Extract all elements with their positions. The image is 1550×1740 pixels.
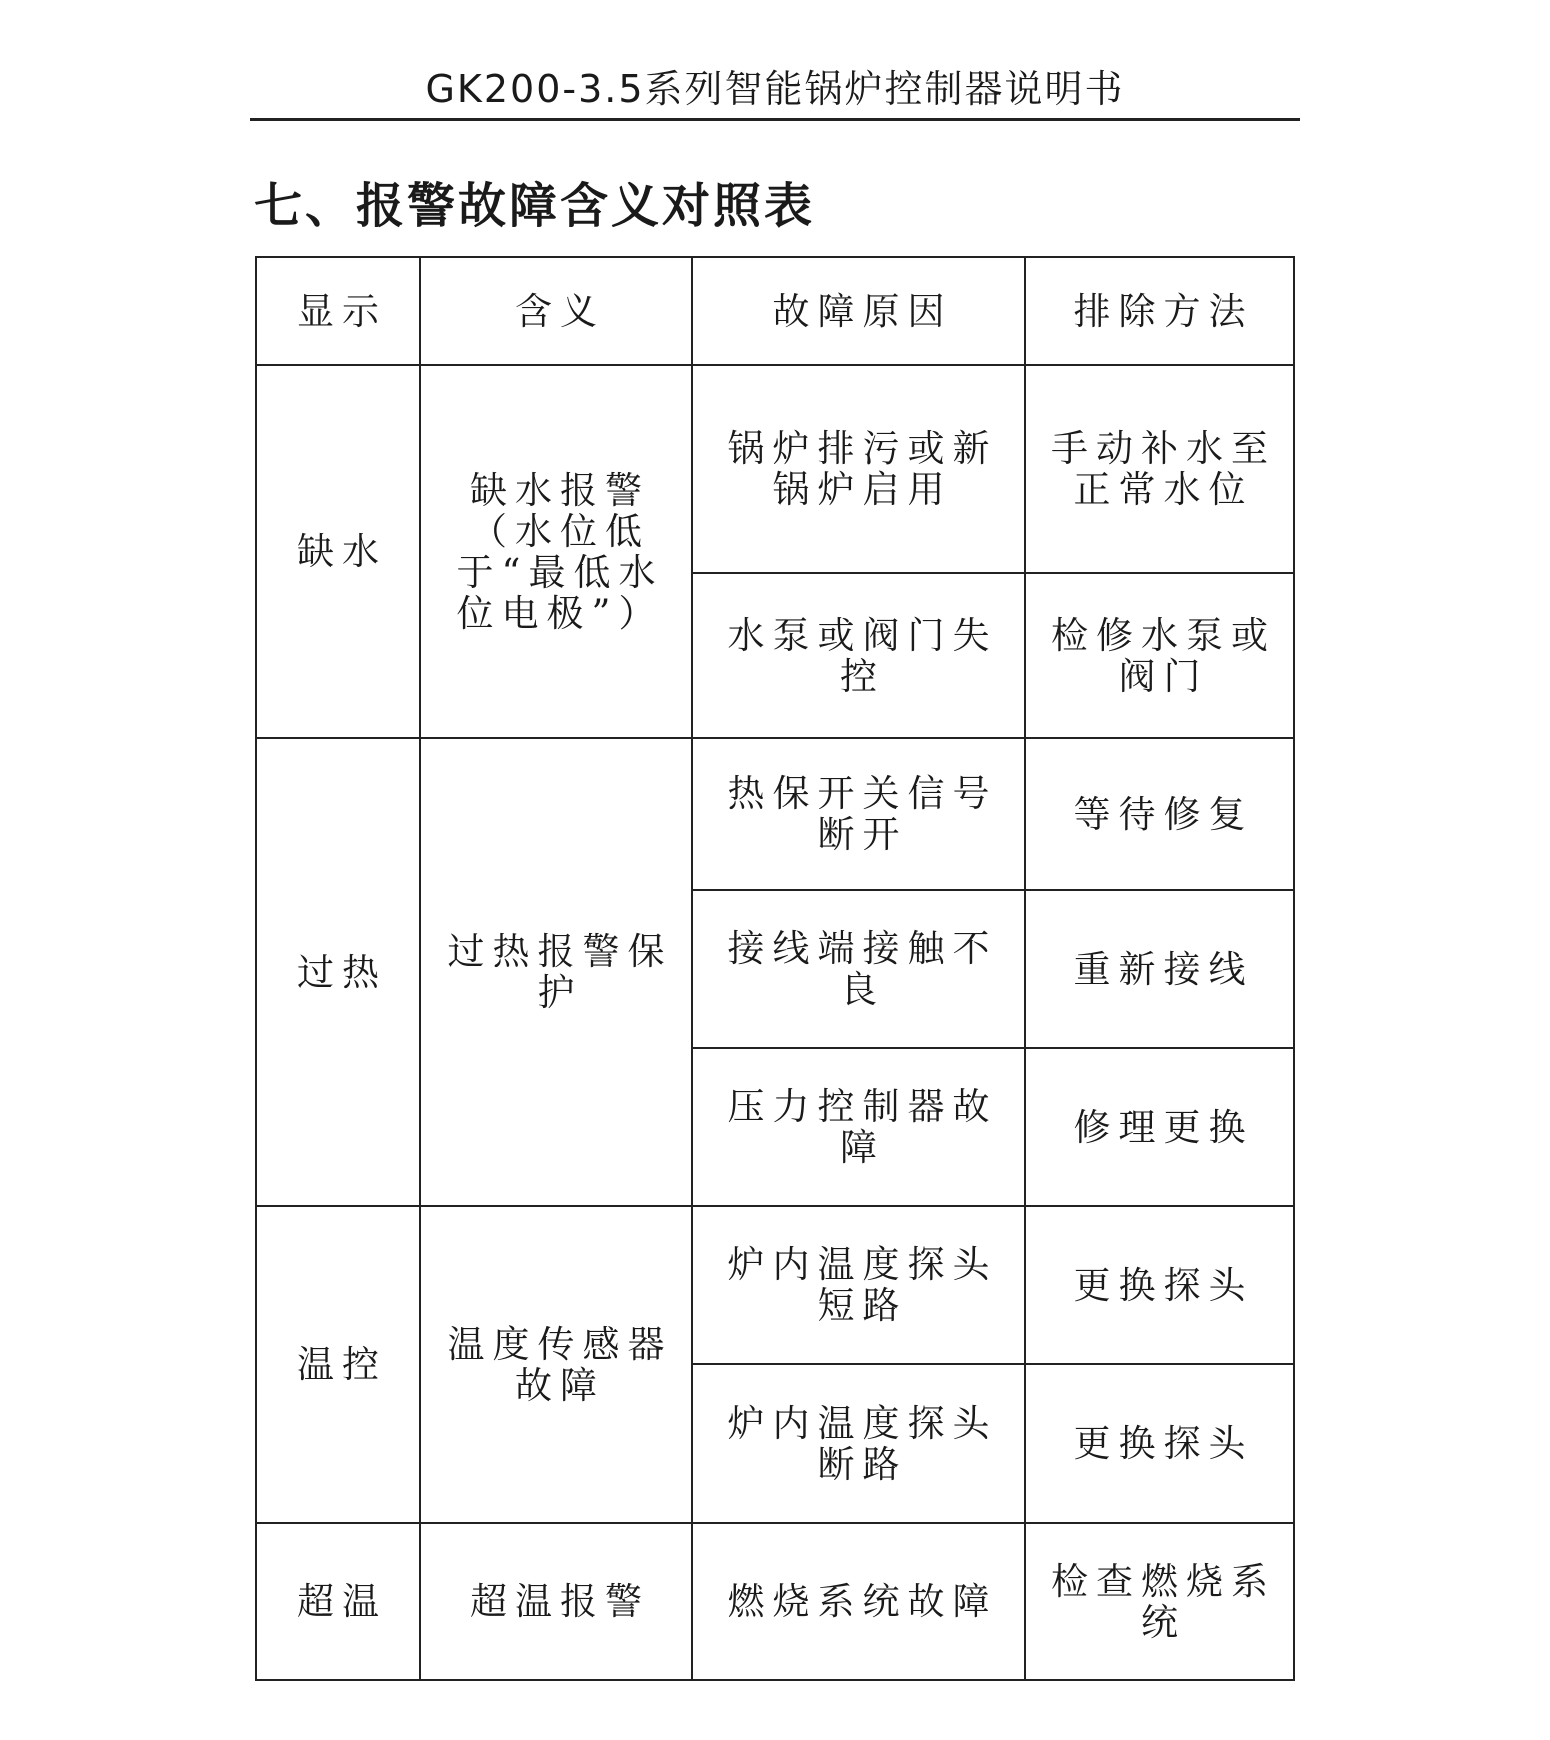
column-header-display: 显示 xyxy=(256,257,420,365)
meaning-cell: 温度传感器故障 xyxy=(420,1206,692,1523)
table-row xyxy=(256,1206,1294,1364)
table-header-row xyxy=(256,257,1294,365)
column-header-meaning: 含义 xyxy=(420,257,692,365)
display-cell: 温控 xyxy=(256,1206,420,1523)
fix-cell: 手动补水至正常水位 xyxy=(1025,365,1294,573)
cause-cell: 热保开关信号断开 xyxy=(692,738,1025,890)
fix-cell: 更换探头 xyxy=(1025,1364,1294,1523)
table-row xyxy=(256,1523,1294,1680)
cause-cell: 压力控制器故障 xyxy=(692,1048,1025,1206)
cause-cell: 水泵或阀门失控 xyxy=(692,573,1025,738)
cause-cell: 接线端接触不良 xyxy=(692,890,1025,1048)
display-cell: 缺水 xyxy=(256,365,420,738)
fault-table xyxy=(255,256,1295,1681)
fix-cell: 检查燃烧系统 xyxy=(1025,1523,1294,1680)
fix-cell: 等待修复 xyxy=(1025,738,1294,890)
header-divider xyxy=(250,118,1300,121)
column-header-cause: 故障原因 xyxy=(692,257,1025,365)
cause-cell: 炉内温度探头断路 xyxy=(692,1364,1025,1523)
fix-cell: 检修水泵或阀门 xyxy=(1025,573,1294,738)
display-cell: 超温 xyxy=(256,1523,420,1680)
page-header-title: GK200-3.5系列智能锅炉控制器说明书 xyxy=(425,67,1125,111)
table-row xyxy=(256,365,1294,573)
fix-cell: 更换探头 xyxy=(1025,1206,1294,1364)
cause-cell: 燃烧系统故障 xyxy=(692,1523,1025,1680)
fix-cell: 重新接线 xyxy=(1025,890,1294,1048)
cause-cell: 锅炉排污或新锅炉启用 xyxy=(692,365,1025,573)
cause-cell: 炉内温度探头短路 xyxy=(692,1206,1025,1364)
meaning-cell: 缺水报警（水位低于“最低水位电极”） xyxy=(420,365,692,738)
table-row xyxy=(256,738,1294,890)
meaning-cell: 超温报警 xyxy=(420,1523,692,1680)
fix-cell: 修理更换 xyxy=(1025,1048,1294,1206)
column-header-fix: 排除方法 xyxy=(1025,257,1294,365)
section-title: 七、报警故障含义对照表 xyxy=(254,178,816,234)
meaning-cell: 过热报警保护 xyxy=(420,738,692,1206)
display-cell: 过热 xyxy=(256,738,420,1206)
